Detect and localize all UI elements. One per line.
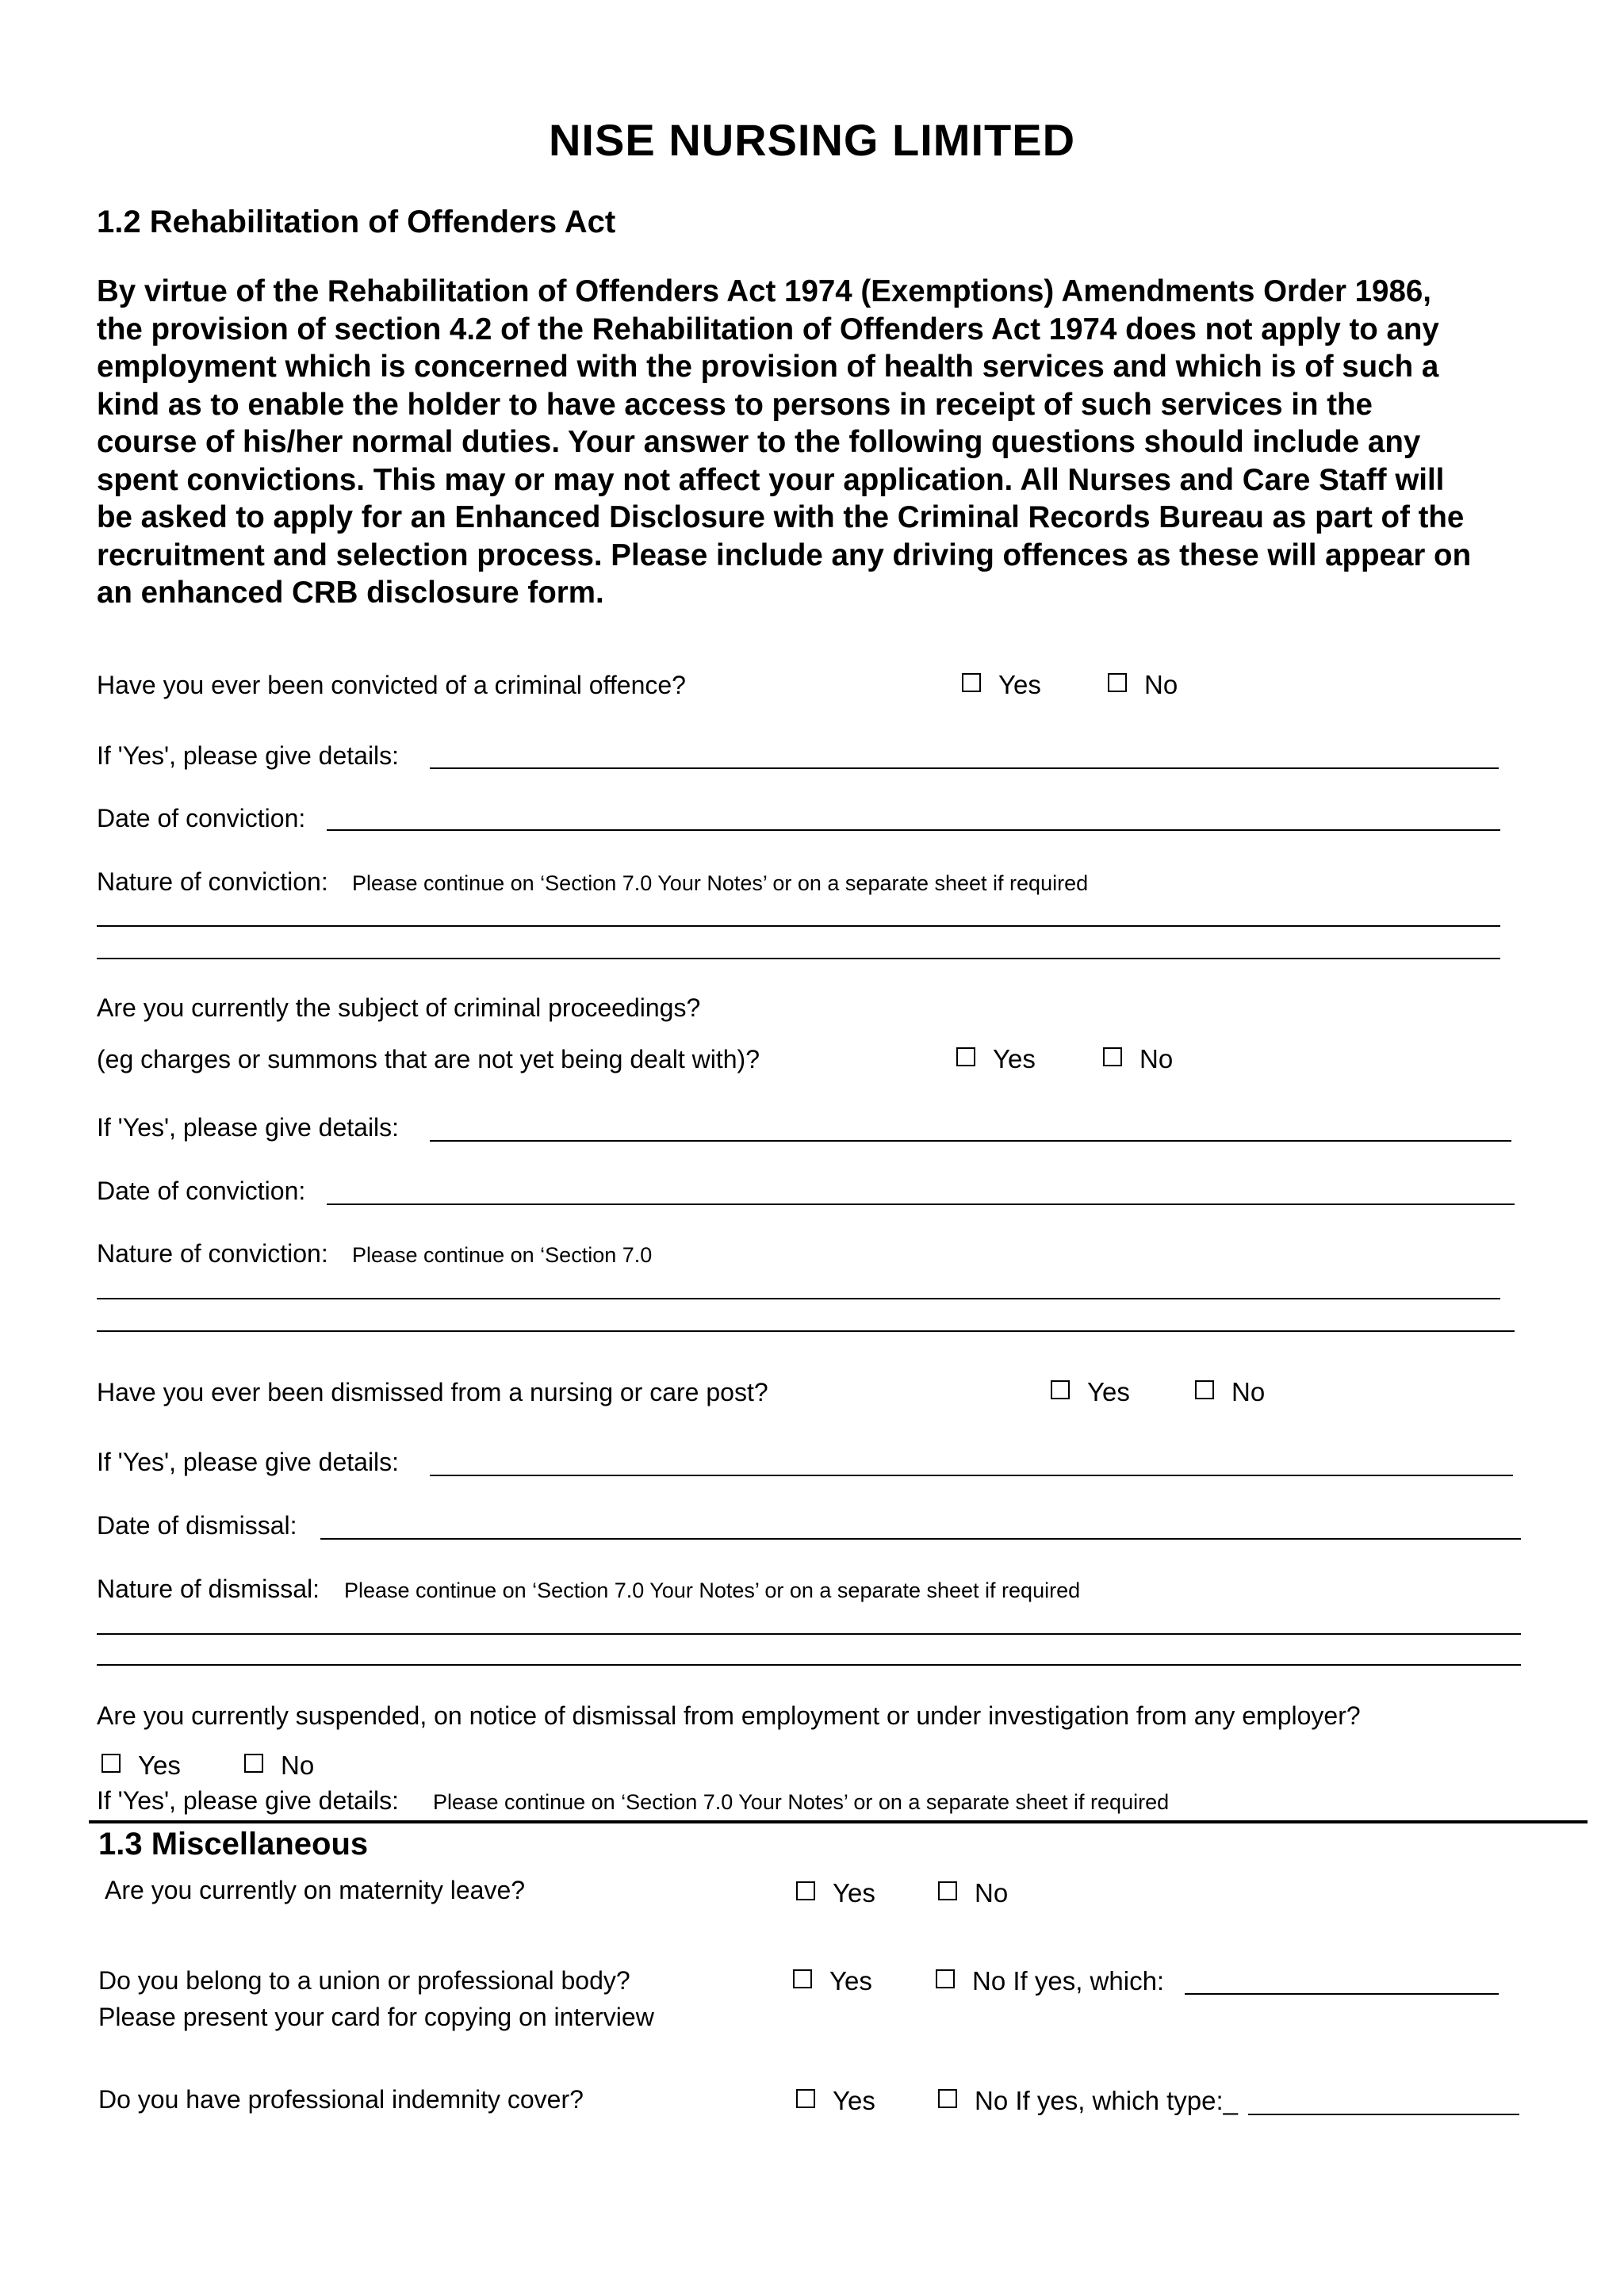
q1-details-label: If 'Yes', please give details: — [97, 741, 400, 770]
q7-type-line[interactable] — [1248, 2114, 1519, 2115]
checkbox-icon[interactable] — [102, 1754, 121, 1773]
checkbox-icon[interactable] — [936, 1969, 955, 1988]
q4-details-note: Please continue on ‘Section 7.0 Your Notes’ or on a separate sheet if required — [433, 1790, 1170, 1814]
checkbox-icon[interactable] — [796, 1881, 815, 1900]
no-label: No — [1231, 1377, 1266, 1406]
checkbox-icon[interactable] — [1195, 1380, 1214, 1399]
q2-details-label: If 'Yes', please give details: — [97, 1113, 400, 1142]
q2-yes-option[interactable] — [956, 1044, 1036, 1074]
q6-yes-option[interactable] — [793, 1966, 872, 1996]
intro-line: employment which is concerned with the provision of health services and which is of such a — [97, 350, 1439, 384]
q4-no-option[interactable] — [244, 1751, 314, 1781]
intro-line: kind as to enable the holder to have access to persons in receipt of such services in the — [97, 387, 1373, 422]
q4-yes-option[interactable] — [102, 1751, 181, 1781]
q3-yes-option[interactable] — [1051, 1377, 1130, 1407]
q4-question: Are you currently suspended, on notice of dismissal from employment or under investigation from any employer? — [97, 1701, 1361, 1730]
checkbox-icon[interactable] — [938, 2089, 957, 2108]
q1-nature-line-2[interactable] — [97, 958, 1500, 959]
no-label: No — [1139, 1044, 1174, 1073]
q3-date-line[interactable] — [320, 1538, 1521, 1540]
q3-details-label: If 'Yes', please give details: — [97, 1448, 400, 1476]
checkbox-icon[interactable] — [1051, 1380, 1070, 1399]
yes-label: Yes — [998, 670, 1041, 699]
q2-date-line[interactable] — [327, 1203, 1515, 1205]
q3-nature-line-1[interactable] — [97, 1633, 1521, 1635]
intro-line: recruitment and selection process. Please include any driving offences as these will appear on — [97, 538, 1472, 572]
q2-nature-line-1[interactable] — [97, 1298, 1500, 1299]
q5-yes-option[interactable] — [796, 1878, 875, 1908]
intro-line: course of his/her normal duties. Your answer to the following questions should include any — [97, 425, 1421, 459]
yes-label: Yes — [1087, 1377, 1130, 1406]
q7-yes-option[interactable] — [796, 2086, 875, 2116]
intro-line: By virtue of the Rehabilitation of Offenders Act 1974 (Exemptions) Amendments Order 1986, — [97, 274, 1431, 308]
checkbox-icon[interactable] — [244, 1754, 263, 1773]
q3-details-line[interactable] — [430, 1475, 1513, 1476]
q2-question: Are you currently the subject of criminal proceedings? — [97, 993, 701, 1022]
checkbox-icon[interactable] — [796, 2089, 815, 2108]
q2-question-sub: (eg charges or summons that are not yet being dealt with)? — [97, 1045, 760, 1073]
no-label: No — [975, 1878, 1009, 1908]
q2-nature-note: Please continue on ‘Section 7.0 — [352, 1243, 653, 1267]
checkbox-icon[interactable] — [1103, 1047, 1122, 1066]
page-title: NISE NURSING LIMITED — [548, 115, 1076, 165]
q2-date-label: Date of conviction: — [97, 1177, 306, 1205]
q2-no-option[interactable] — [1103, 1044, 1173, 1074]
q7-no-label: No If yes, which type:_ — [975, 2086, 1238, 2115]
q1-nature-note: Please continue on ‘Section 7.0 Your Notes’ or on a separate sheet if required — [352, 871, 1089, 895]
q3-question: Have you ever been dismissed from a nursing or care post? — [97, 1378, 768, 1406]
q1-no-option[interactable] — [1108, 670, 1178, 700]
q6-question-sub: Please present your card for copying on interview — [98, 2003, 654, 2031]
no-label: No — [281, 1751, 315, 1780]
q3-nature-note: Please continue on ‘Section 7.0 Your Notes’ or on a separate sheet if required — [344, 1578, 1081, 1602]
q2-nature-label: Nature of conviction: — [97, 1239, 328, 1268]
q7-question: Do you have professional indemnity cover? — [98, 2085, 584, 2114]
section-divider — [89, 1820, 1588, 1823]
q1-question: Have you ever been convicted of a criminal offence? — [97, 671, 686, 699]
yes-label: Yes — [993, 1044, 1036, 1073]
q4-details-label: If 'Yes', please give details: — [97, 1786, 400, 1815]
section-1-3-heading: 1.3 Miscellaneous — [98, 1827, 369, 1862]
intro-paragraph — [97, 273, 1588, 612]
checkbox-icon[interactable] — [962, 673, 981, 692]
no-label: No — [1144, 670, 1178, 699]
q6-no-label: No If yes, which: — [972, 1966, 1165, 1996]
q2-details-line[interactable] — [430, 1140, 1511, 1142]
q7-no-option[interactable] — [938, 2086, 1238, 2116]
q5-question: Are you currently on maternity leave? — [105, 1876, 526, 1904]
checkbox-icon[interactable] — [793, 1969, 812, 1988]
q6-which-line[interactable] — [1185, 1993, 1499, 1995]
q1-yes-option[interactable] — [962, 670, 1041, 700]
q3-date-label: Date of dismissal: — [97, 1511, 297, 1540]
q5-no-option[interactable] — [938, 1878, 1008, 1908]
q1-details-line[interactable] — [430, 767, 1499, 769]
yes-label: Yes — [833, 2086, 875, 2115]
q1-nature-label: Nature of conviction: — [97, 867, 328, 896]
q1-nature-line-1[interactable] — [97, 925, 1500, 927]
intro-line: spent convictions. This may or may not affect your application. All Nurses and Care Staff will — [97, 462, 1445, 497]
q6-no-option[interactable] — [936, 1966, 1164, 1996]
q2-nature-line-2[interactable] — [97, 1330, 1515, 1332]
yes-label: Yes — [138, 1751, 181, 1780]
q3-nature-line-2[interactable] — [97, 1664, 1521, 1666]
section-1-2-heading: 1.2 Rehabilitation of Offenders Act — [97, 205, 616, 239]
checkbox-icon[interactable] — [938, 1881, 957, 1900]
yes-label: Yes — [829, 1966, 872, 1996]
intro-line: be asked to apply for an Enhanced Disclosure with the Criminal Records Bureau as part of the — [97, 500, 1465, 534]
checkbox-icon[interactable] — [1108, 673, 1127, 692]
q3-nature-label: Nature of dismissal: — [97, 1575, 320, 1603]
q1-date-label: Date of conviction: — [97, 804, 306, 832]
yes-label: Yes — [833, 1878, 875, 1908]
intro-line: an enhanced CRB disclosure form. — [97, 576, 604, 610]
q1-date-line[interactable] — [327, 829, 1500, 831]
q3-no-option[interactable] — [1195, 1377, 1265, 1407]
q6-question: Do you belong to a union or professional body? — [98, 1966, 630, 1995]
intro-line: the provision of section 4.2 of the Rehabilitation of Offenders Act 1974 does not apply to any — [97, 312, 1439, 346]
checkbox-icon[interactable] — [956, 1047, 975, 1066]
